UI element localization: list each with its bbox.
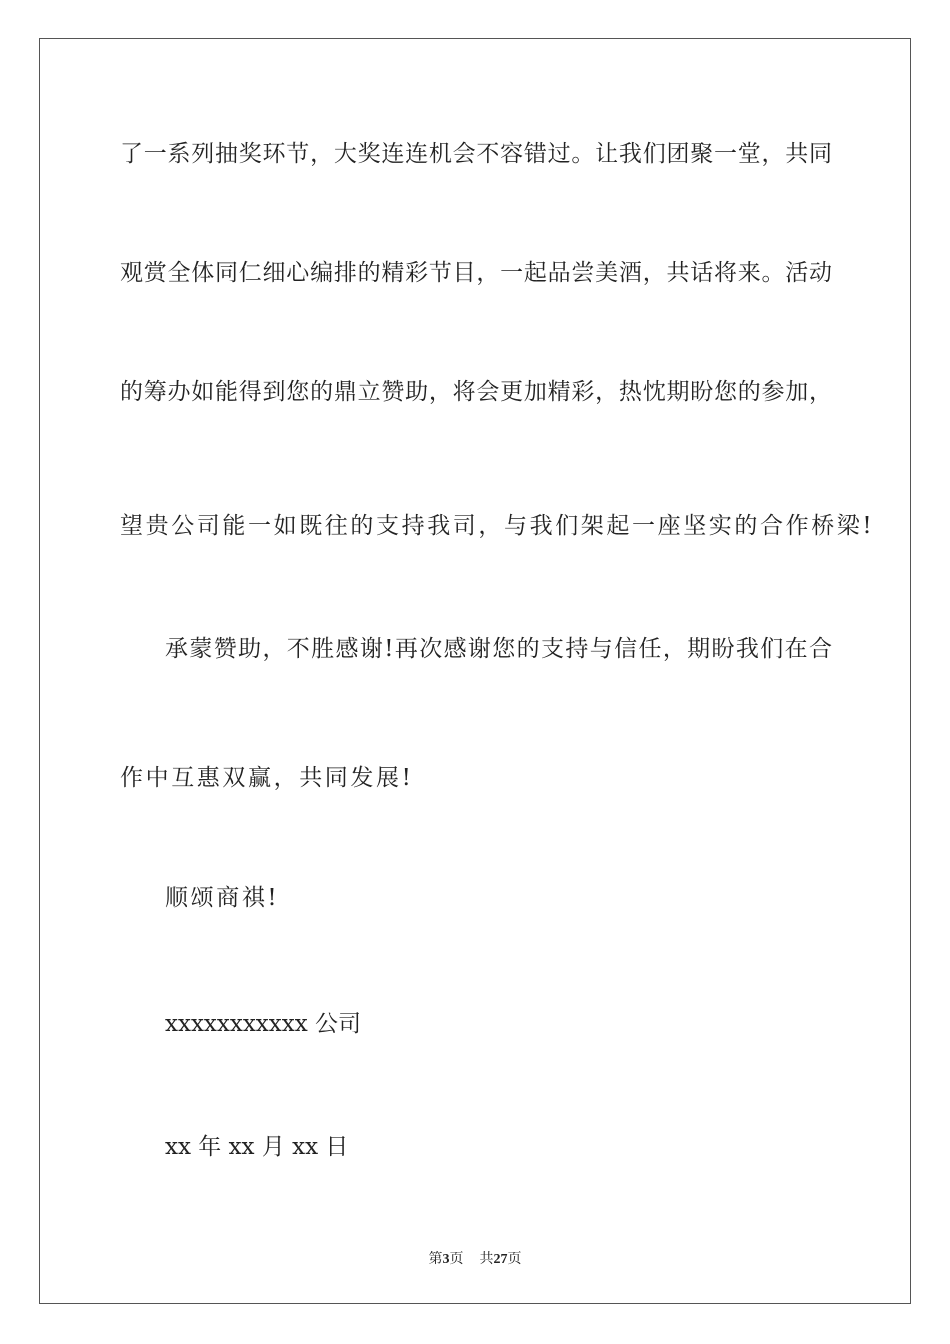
body-line-6: 作中互惠双赢，共同发展!: [120, 765, 414, 791]
page-number: 3: [442, 1252, 450, 1267]
signature-date: xx 年 xx 月 xx 日: [165, 1134, 349, 1160]
signature-company: xxxxxxxxxxx 公司: [165, 1011, 361, 1037]
body-line-5: 承蒙赞助，不胜感谢!再次感谢您的支持与信任，期盼我们在合: [165, 636, 832, 662]
page-footer: [40, 1248, 910, 1268]
body-line-1: 了一系列抽奖环节，大奖连连机会不容错过。让我们团聚一堂，共同: [120, 141, 832, 167]
page-suffix: 页: [449, 1252, 464, 1267]
page-prefix: 第: [428, 1252, 443, 1267]
body-line-3: 的筹办如能得到您的鼎立赞助，将会更加精彩，热忱期盼您的参加，: [120, 379, 832, 405]
body-line-2: 观赏全体同仁细心编排的精彩节目，一起品尝美酒，共话将来。活动: [120, 260, 832, 286]
closing-greeting: 顺颂商祺!: [165, 885, 280, 911]
total-suffix: 页: [507, 1252, 522, 1267]
document-page: [39, 38, 911, 1304]
total-prefix: 共: [479, 1252, 494, 1267]
total-pages: 27: [493, 1252, 508, 1267]
body-line-4: 望贵公司能一如既往的支持我司，与我们架起一座坚实的合作桥梁!: [120, 513, 875, 539]
